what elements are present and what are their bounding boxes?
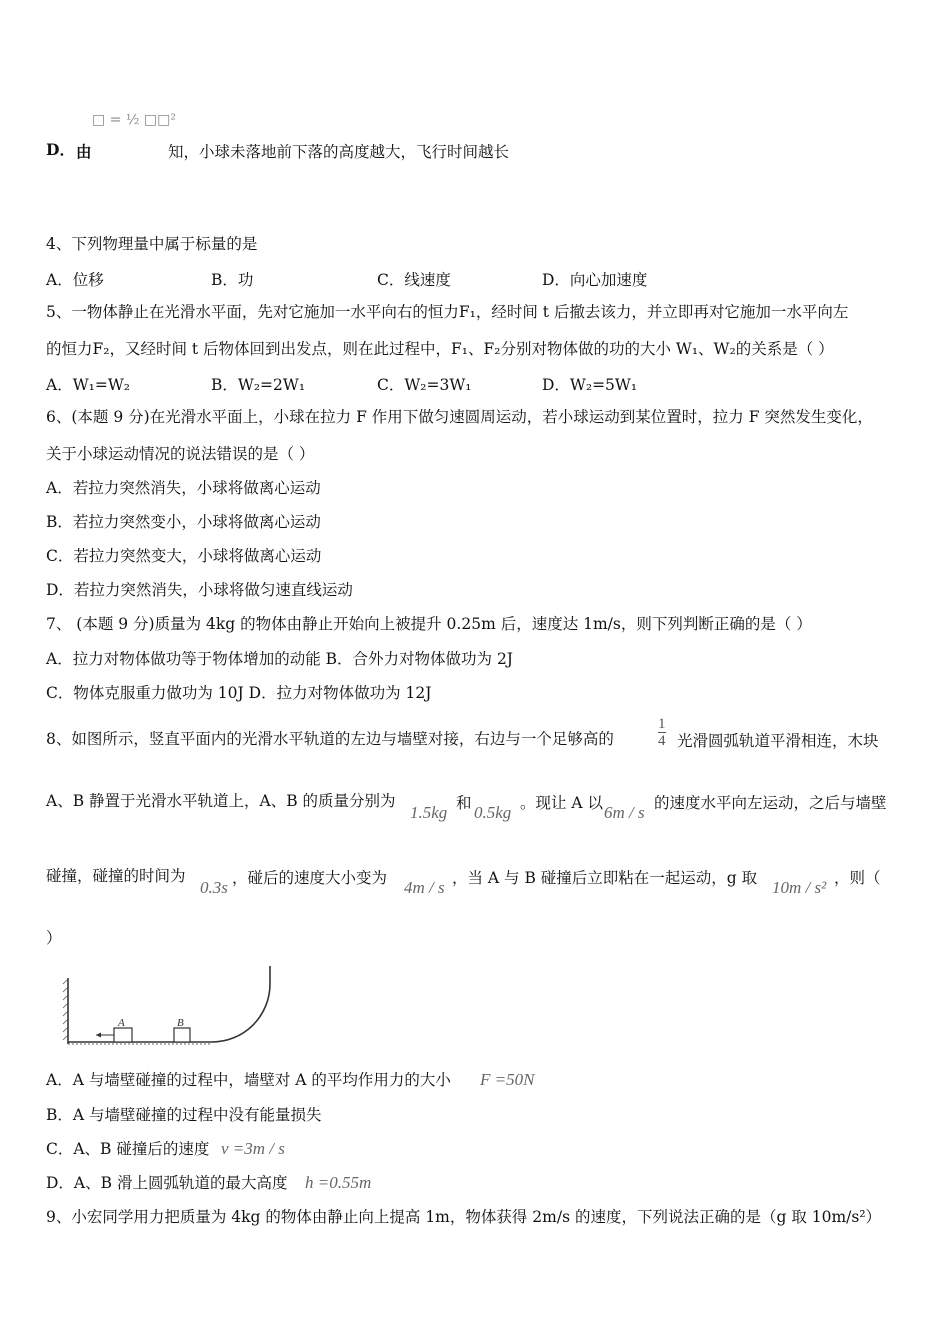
q5-option-d: D．W₂=5W₁ (542, 376, 638, 394)
block-a (96, 1028, 132, 1042)
q8-line3b: ，碰后的速度大小变为 (232, 869, 388, 887)
q8-option-a: A．A 与墙壁碰撞的过程中，墙壁对 A 的平均作用力的大小 (46, 1071, 451, 1089)
q8-mass-b: 0.5kg (474, 803, 512, 822)
q3d-formula: □ = ½ □□² (92, 112, 176, 128)
q8-line2a: A、B 静置于光滑水平轨道上，A、B 的质量分别为 (46, 792, 396, 810)
q8-velocity-a: 6m / s (604, 803, 645, 822)
q8-line2c: 。现让 A 以 (520, 794, 604, 812)
q6-option-c: C．若拉力突然变大，小球将做离心运动 (46, 547, 322, 565)
q8-option-d: D．A、B 滑上圆弧轨道的最大高度 (46, 1174, 288, 1192)
q8-time: 0.3s (200, 878, 228, 897)
q8-line3c: ，当 A 与 B 碰撞后立即粘在一起运动，g 取 (452, 869, 758, 887)
q8-quarter-fraction (658, 716, 666, 749)
q8-option-c-formula: v =3m / s (221, 1139, 285, 1158)
q5-line2: 的恒力F₂，又经时间 t 后物体回到出发点，则在此过程中，F₁、F₂分别对物体做的功的大小 W₁、W₂的关系是（ ） (46, 340, 834, 358)
q8-gravity: 10m / s² (772, 878, 827, 897)
q3d-text: 知，小球未落地前下落的高度越大，飞行时间越长 (168, 143, 510, 161)
q5-option-b: B．W₂=2W₁ (211, 376, 306, 394)
block-a-label: A (118, 1017, 125, 1029)
q7-line1: 7、 (本题 9 分)质量为 4kg 的物体由静止开始向上被提升 0.25m 后，速度达 1m/s，则下列判断正确的是（ ） (46, 615, 812, 633)
q8-velocity-after: 4m / s (404, 878, 445, 897)
q8-line2d: 的速度水平向左运动，之后与墙壁 (654, 794, 887, 812)
q8-frac-num: 1 (658, 716, 666, 732)
q4-option-d: D．向心加速度 (542, 271, 648, 289)
q8-mass-a: 1.5kg (410, 803, 448, 822)
floor-track (68, 966, 270, 1044)
q4-option-c: C．线速度 (377, 271, 451, 289)
q3d-pre: 由 (76, 142, 92, 161)
block-b (174, 1028, 190, 1042)
q6-option-a: A．若拉力突然消失，小球将做离心运动 (46, 479, 321, 497)
block-b-label: B (177, 1017, 184, 1029)
q6-option-b: B．若拉力突然变小，小球将做离心运动 (46, 513, 321, 531)
q8-line1a: 8、如图所示，竖直平面内的光滑水平轨道的左边与墙壁对接，右边与一个足够高的 (46, 730, 614, 748)
q5-option-c: C．W₂=3W₁ (377, 376, 472, 394)
q4-option-a: A．位移 (46, 271, 104, 289)
q3d-option-label: D． (46, 140, 75, 159)
q4-option-b: B．功 (211, 271, 254, 289)
q5-line1: 5、一物体静止在光滑水平面，先对它施加一水平向右的恒力F₁，经时间 t 后撤去该力，并立即再对它施加一水平向左 (46, 303, 849, 321)
q4-stem: 4、下列物理量中属于标量的是 (46, 235, 258, 253)
q7-line3: C．物体克服重力做功为 10J D．拉力对物体做功为 12J (46, 684, 432, 702)
q8-track-figure (60, 962, 280, 1050)
q9-line1: 9、小宏同学用力把质量为 4kg 的物体由静止向上提高 1m，物体获得 2m/s 的速度，下列说法正确的是（g 取 10m/s²） (46, 1208, 882, 1226)
q8-line4: ） (46, 929, 62, 947)
q8-line3d: ，则（ (834, 869, 881, 887)
q8-frac-den: 4 (658, 733, 666, 749)
q7-line2: A．拉力对物体做功等于物体增加的动能 B．合外力对物体做功为 2J (46, 650, 514, 668)
q6-line2: 关于小球运动情况的说法错误的是（ ） (46, 445, 315, 463)
q5-option-a: A．W₁=W₂ (46, 376, 130, 394)
q8-line3a: 碰撞，碰撞的时间为 (46, 867, 186, 885)
q8-option-a-formula: F =50N (480, 1070, 535, 1089)
q6-line1: 6、(本题 9 分)在光滑水平面上，小球在拉力 F 作用下做匀速圆周运动，若小球运动到某位置时，拉力 F 突然发生变化， (46, 408, 873, 426)
q8-line2b: 和 (456, 794, 472, 812)
q8-option-c: C．A、B 碰撞后的速度 (46, 1140, 210, 1158)
q8-option-d-formula: h =0.55m (305, 1173, 372, 1192)
q8-line1b: 光滑圆弧轨道平滑相连，木块 (677, 732, 879, 750)
q6-option-d: D．若拉力突然消失，小球将做匀速直线运动 (46, 581, 353, 599)
q8-option-b: B．A 与墙壁碰撞的过程中没有能量损失 (46, 1106, 322, 1124)
wall (63, 978, 68, 1044)
